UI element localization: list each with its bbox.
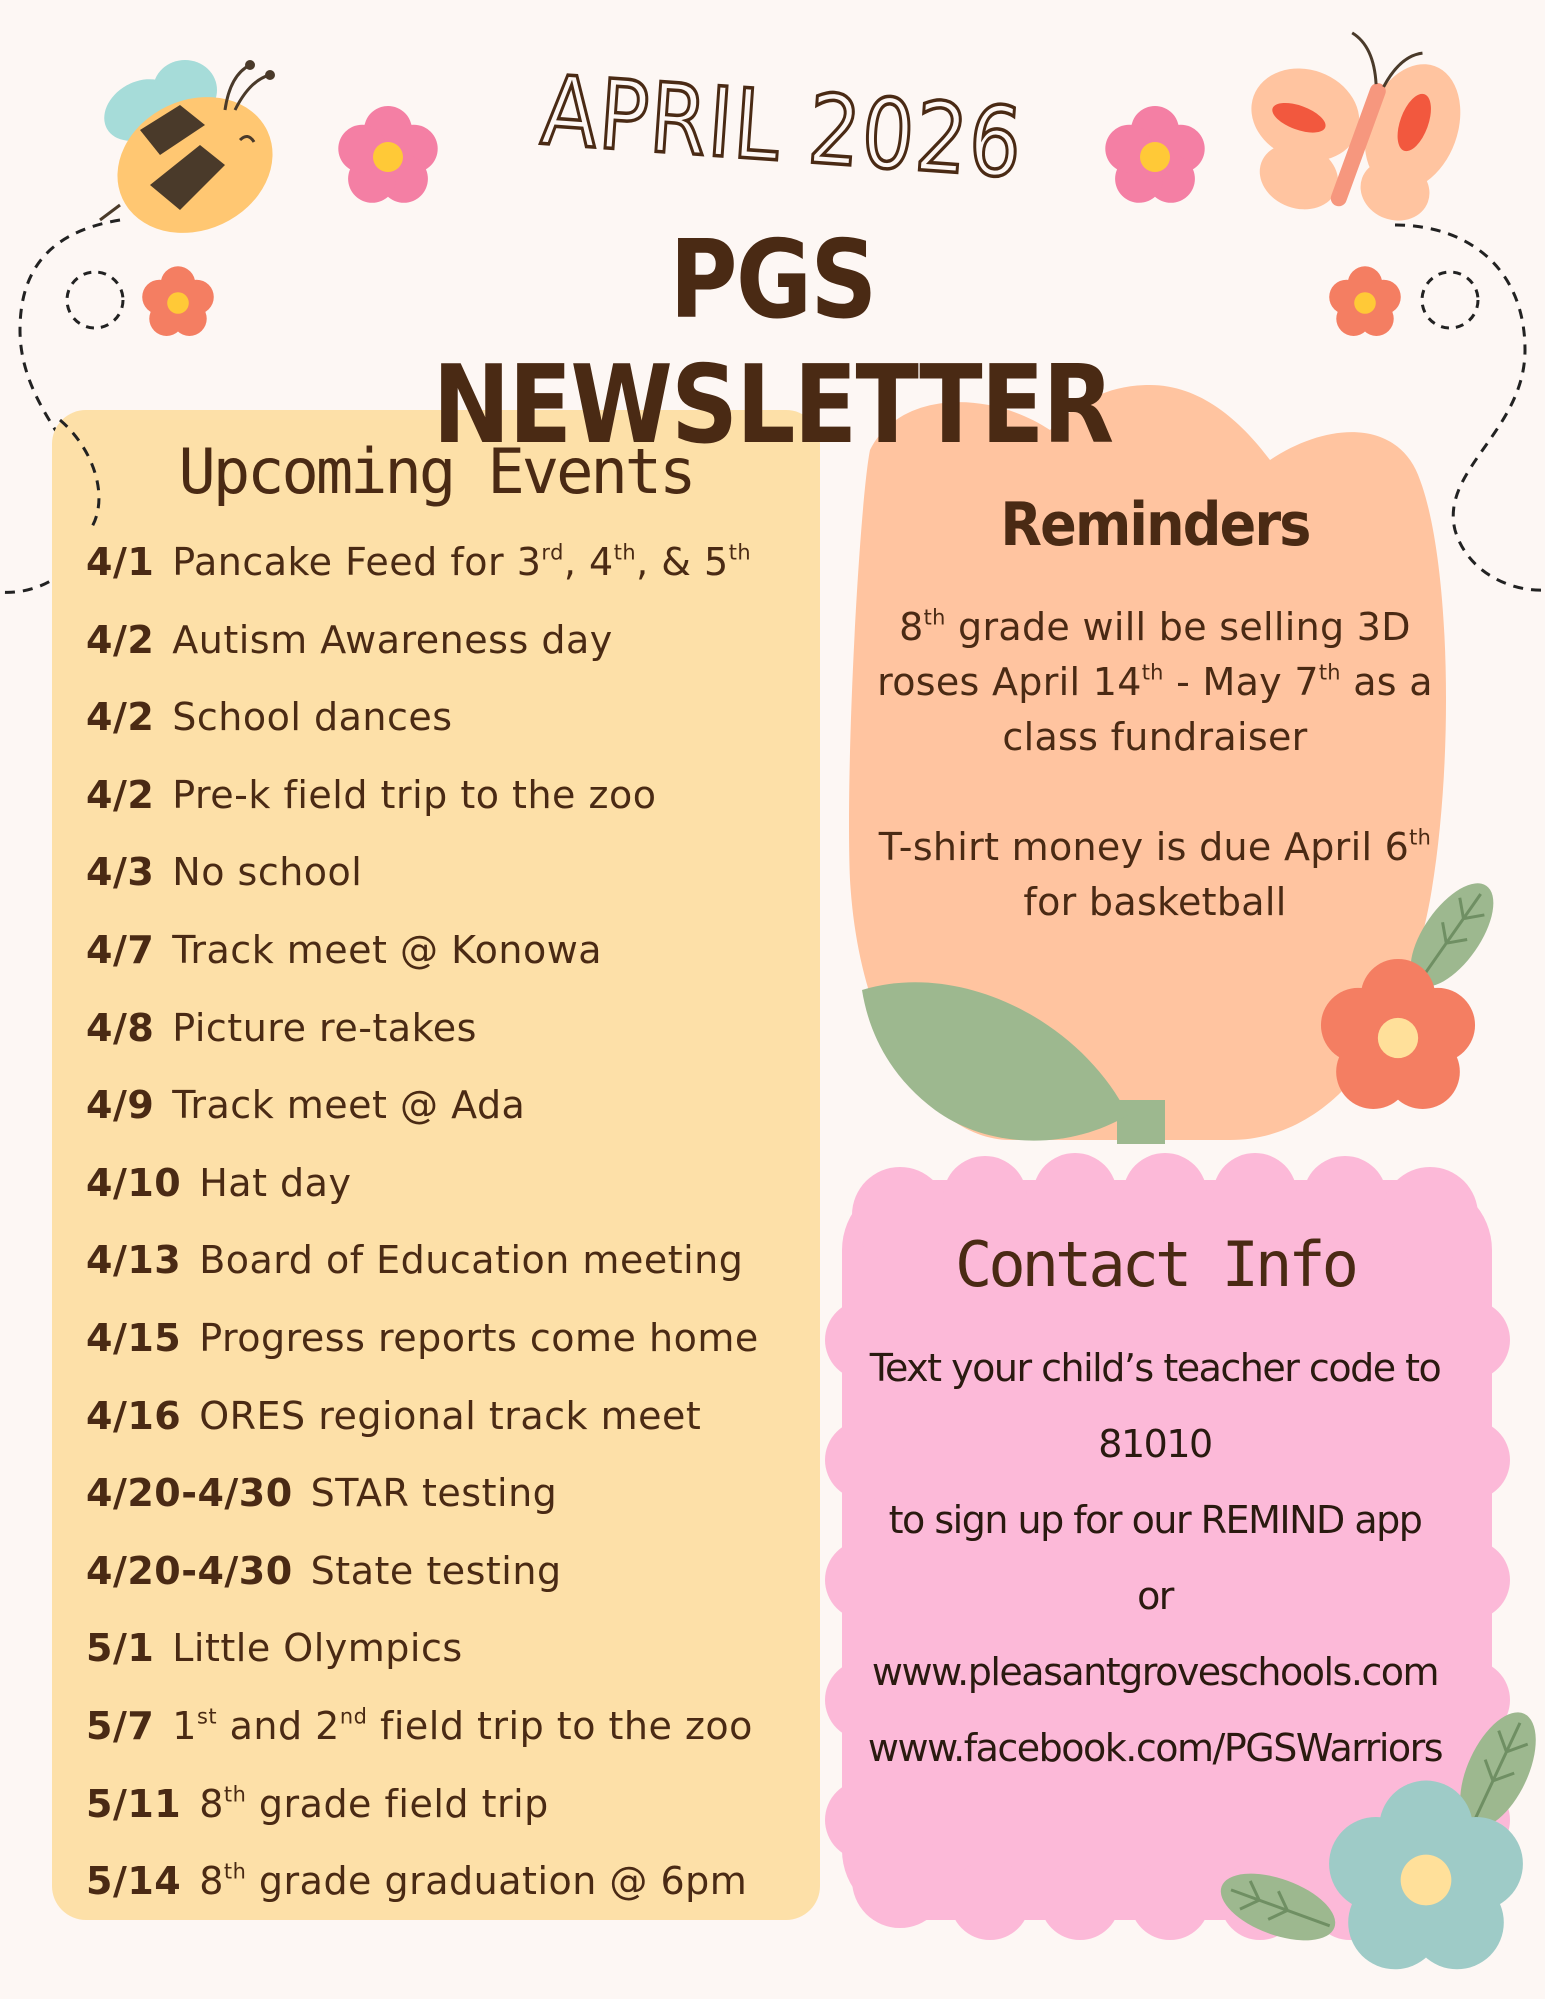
contact-lines (840, 1330, 1470, 1786)
text-part: State testing (310, 1548, 562, 1593)
event-item (86, 1539, 759, 1617)
event-description (199, 1859, 747, 1903)
newsletter-title: PGS NEWSLETTER (432, 218, 1113, 468)
event-item (86, 996, 759, 1074)
event-description (199, 1394, 701, 1438)
reminders-text (860, 600, 1450, 985)
event-item (86, 1694, 759, 1772)
event-date: 4/16 (86, 1393, 182, 1438)
event-date: 5/11 (86, 1781, 182, 1826)
reminder-paragraph (860, 600, 1450, 765)
event-item (86, 1228, 759, 1306)
left-dashed-loop (67, 272, 123, 328)
event-description (172, 1083, 525, 1127)
event-item (86, 1461, 759, 1539)
event-date: 4/20-4/30 (86, 1548, 293, 1593)
event-date: 4/2 (86, 695, 155, 740)
text-part: 8 (199, 1781, 224, 1826)
text-part: grade graduation @ 6pm (246, 1859, 748, 1904)
event-description (311, 1549, 562, 1593)
reminder-paragraph (860, 820, 1450, 930)
event-date: 4/13 (86, 1238, 182, 1283)
ordinal-suffix: st (196, 1704, 218, 1729)
ordinal-suffix: th (223, 1859, 247, 1884)
event-date: 4/3 (86, 850, 155, 895)
text-part: No school (172, 850, 363, 895)
text-part: Pancake Feed for 3 (172, 540, 542, 584)
event-date: 4/1 (86, 540, 155, 584)
right-dashed-loop (1422, 272, 1478, 328)
text-part: ORES regional track meet (199, 1393, 702, 1438)
event-item (86, 1384, 759, 1462)
text-part: Hat day (199, 1160, 352, 1205)
text-part: - May 7 (1163, 660, 1319, 704)
event-date: 5/14 (86, 1859, 182, 1904)
text-part: Little Olympics (172, 1626, 463, 1671)
event-date: 5/7 (86, 1703, 155, 1748)
event-item (86, 1306, 759, 1384)
event-item (86, 1073, 759, 1151)
event-item (86, 840, 759, 918)
contact-line: 81010 (1098, 1422, 1212, 1466)
event-description (172, 1006, 477, 1050)
ordinal-suffix: th (223, 1781, 247, 1806)
month-lettering (538, 55, 1026, 200)
text-part: School dances (172, 695, 453, 740)
event-description (172, 850, 362, 894)
event-date: 4/2 (86, 772, 155, 817)
contact-line: www.pleasantgroveschools.com (871, 1650, 1439, 1694)
ordinal-suffix: th (1141, 660, 1164, 685)
ordinal-suffix: th (613, 540, 637, 565)
event-item (86, 1616, 759, 1694)
event-item (86, 1151, 759, 1229)
text-part: STAR testing (310, 1471, 558, 1516)
event-description (172, 1704, 753, 1748)
contact-line: Text your child’s teacher code to (869, 1346, 1441, 1390)
event-description (172, 1626, 462, 1670)
contact-line: to sign up for our REMIND app (888, 1498, 1422, 1542)
text-part: grade field trip (246, 1781, 549, 1826)
text-part: , 4 (563, 540, 614, 584)
text-part: Track meet @ Konowa (172, 927, 603, 972)
event-item (86, 1772, 759, 1850)
text-part: 8 (899, 605, 924, 649)
event-item (86, 685, 759, 763)
text-part: , & 5 (636, 540, 729, 584)
ordinal-suffix: th (1409, 825, 1432, 850)
text-part: grade will be selling 3D roses April 14 (877, 605, 1411, 704)
text-part: Pre-k field trip to the zoo (172, 772, 657, 817)
event-description (172, 773, 656, 817)
ordinal-suffix: th (1318, 660, 1341, 685)
text-part: and 2 (217, 1703, 340, 1748)
event-description (199, 1316, 759, 1360)
event-date: 4/8 (86, 1005, 155, 1050)
ordinal-suffix: th (923, 605, 946, 630)
ordinal-suffix: rd (541, 540, 564, 565)
contact-line: www.facebook.com/PGSWarriors (867, 1726, 1443, 1770)
event-date: 4/9 (86, 1083, 155, 1128)
event-description (199, 1782, 549, 1826)
text-part: field trip to the zoo (367, 1703, 753, 1748)
text-part: Progress reports come home (199, 1315, 759, 1360)
event-description (311, 1471, 558, 1515)
event-description (172, 695, 452, 739)
flower-icon (1105, 106, 1204, 203)
event-description (172, 618, 612, 662)
event-description (172, 540, 751, 584)
text-part: T-shirt money is due April 6 (878, 825, 1410, 869)
text-part: for basketball (1023, 880, 1287, 924)
text-part: as a class fundraiser (1002, 660, 1433, 759)
flower-icon (338, 106, 437, 203)
events-list (86, 530, 759, 1927)
tulip-stem (1117, 1100, 1165, 1144)
event-description (199, 1161, 351, 1205)
event-description (199, 1238, 743, 1282)
bee-icon (93, 60, 295, 258)
butterfly-icon (1222, 4, 1480, 253)
event-description (172, 928, 602, 972)
text-part: Track meet @ Ada (172, 1083, 526, 1128)
event-date: 4/20-4/30 (86, 1471, 293, 1516)
event-date: 4/7 (86, 927, 155, 972)
event-date: 4/15 (86, 1315, 182, 1360)
ordinal-suffix: nd (339, 1704, 368, 1729)
text-part: 8 (199, 1859, 224, 1904)
event-item (86, 608, 759, 686)
event-date: 4/10 (86, 1160, 182, 1205)
event-item (86, 1849, 759, 1927)
text-part: 1 (172, 1703, 197, 1748)
ordinal-suffix: th (728, 540, 752, 565)
text-part: Picture re-takes (172, 1005, 477, 1050)
reminders-heading: Reminders (1000, 490, 1310, 560)
event-item (86, 918, 759, 996)
contact-line: or (1137, 1574, 1173, 1618)
flower-icon (142, 266, 214, 336)
flower-icon (1329, 266, 1401, 336)
text-part: Autism Awareness day (172, 617, 613, 662)
events-heading: Upcoming Events (178, 435, 694, 508)
event-date: 5/1 (86, 1626, 155, 1671)
month-text: APRIL 2026 (538, 55, 1027, 201)
event-item (86, 763, 759, 841)
event-date: 4/2 (86, 617, 155, 662)
text-part: Board of Education meeting (199, 1238, 744, 1283)
contact-heading: Contact Info (955, 1228, 1355, 1301)
event-item (86, 530, 759, 608)
